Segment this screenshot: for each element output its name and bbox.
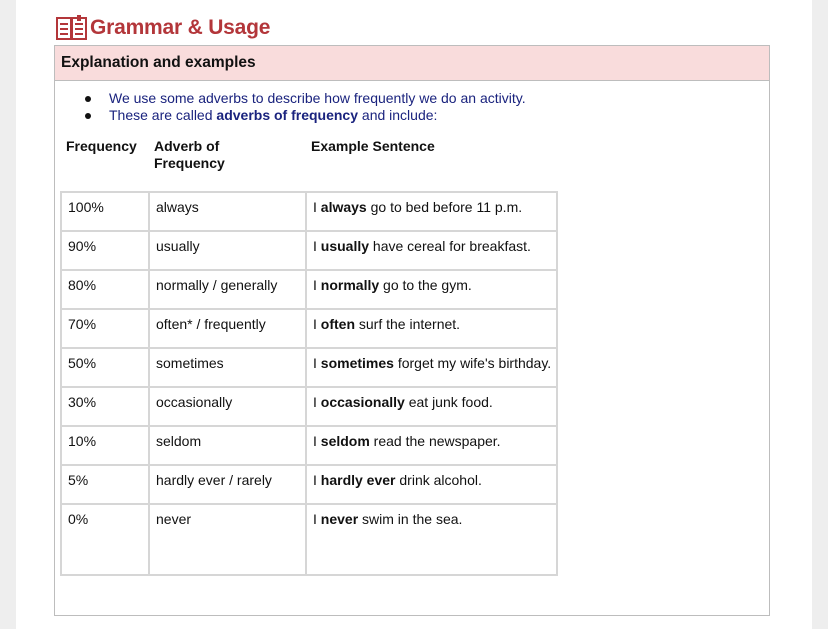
cell-example: I often surf the internet.	[306, 309, 557, 348]
cell-frequency: 30%	[61, 387, 149, 426]
table-row	[61, 426, 557, 465]
table-row	[61, 192, 557, 231]
section-heading: Explanation and examples	[61, 54, 256, 71]
cell-adverb: occasionally	[149, 387, 306, 426]
table-row	[61, 309, 557, 348]
bullet-text: We use some adverbs to describe how frequently we do an activity.	[109, 90, 526, 106]
bullet-item	[85, 107, 526, 124]
cell-adverb: usually	[149, 231, 306, 270]
cell-frequency: 90%	[61, 231, 149, 270]
cell-adverb: seldom	[149, 426, 306, 465]
cell-frequency: 5%	[61, 465, 149, 504]
cell-frequency: 100%	[61, 192, 149, 231]
cell-example: I normally go to the gym.	[306, 270, 557, 309]
bullet-text: and include:	[358, 107, 438, 123]
page	[16, 0, 812, 629]
bullet-text: These are called	[109, 107, 217, 123]
cell-example: I occasionally eat junk food.	[306, 387, 557, 426]
section-header	[55, 46, 769, 81]
cell-example: I usually have cereal for breakfast.	[306, 231, 557, 270]
bullet-bold: adverbs of frequency	[216, 107, 359, 123]
cell-adverb: normally / generally	[149, 270, 306, 309]
table-row	[61, 387, 557, 426]
cell-frequency: 80%	[61, 270, 149, 309]
table-row	[61, 504, 557, 575]
cell-example: I never swim in the sea.	[306, 504, 557, 575]
cell-frequency: 10%	[61, 426, 149, 465]
bullet-item	[85, 90, 526, 107]
cell-frequency: 0%	[61, 504, 149, 575]
cell-frequency: 50%	[61, 348, 149, 387]
page-title: Grammar & Usage	[90, 16, 271, 39]
cell-adverb: sometimes	[149, 348, 306, 387]
column-header-frequency: Frequency	[66, 138, 137, 154]
cell-adverb: hardly ever / rarely	[149, 465, 306, 504]
column-header-example: Example Sentence	[311, 138, 435, 154]
title-row	[56, 12, 270, 44]
book-icon	[56, 15, 88, 41]
explanation-box	[54, 45, 770, 616]
cell-adverb: never	[149, 504, 306, 575]
cell-example: I always go to bed before 11 p.m.	[306, 192, 557, 231]
cell-example: I sometimes forget my wife's birthday.	[306, 348, 557, 387]
cell-example: I seldom read the newspaper.	[306, 426, 557, 465]
column-header-adverb: Adverb of Frequency	[154, 138, 225, 171]
cell-adverb: always	[149, 192, 306, 231]
cell-example: I hardly ever drink alcohol.	[306, 465, 557, 504]
cell-frequency: 70%	[61, 309, 149, 348]
table-row	[61, 231, 557, 270]
frequency-table	[60, 191, 558, 576]
table-row	[61, 465, 557, 504]
cell-adverb: often* / frequently	[149, 309, 306, 348]
table-row	[61, 348, 557, 387]
bullet-list	[85, 90, 526, 124]
table-row	[61, 270, 557, 309]
